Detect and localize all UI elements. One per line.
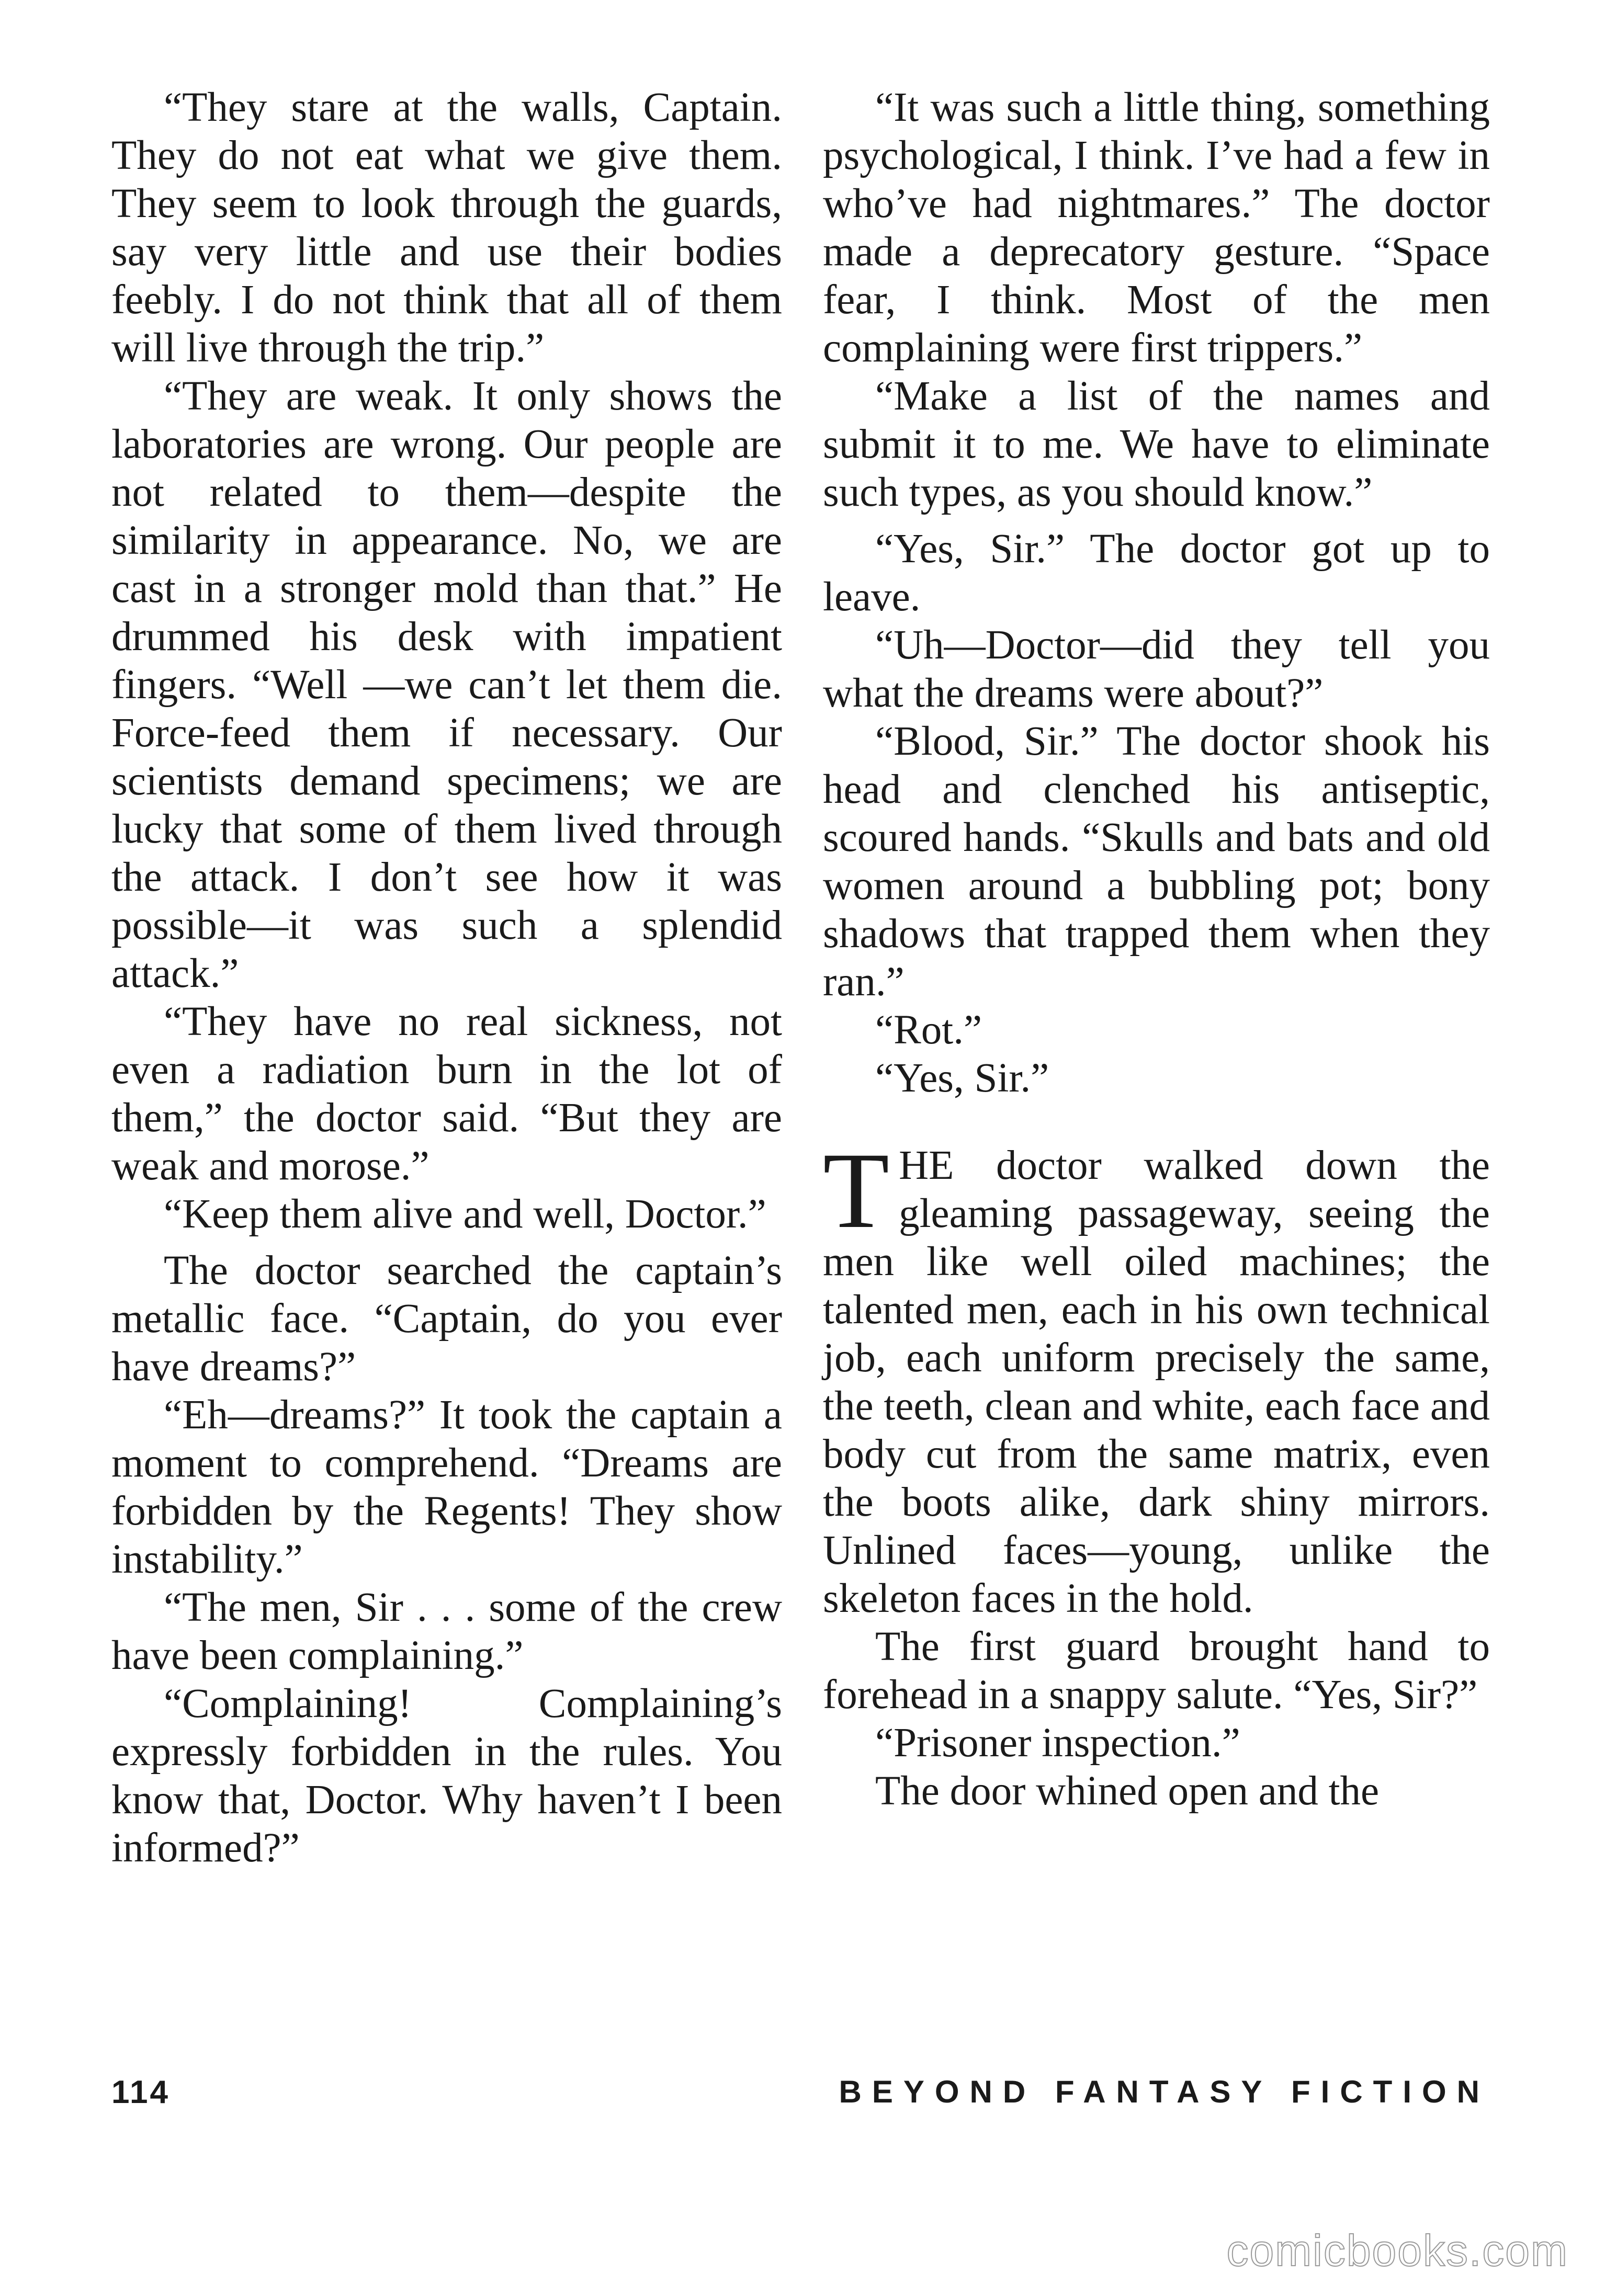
section-opening-paragraph <box>823 1130 1490 1623</box>
section-opening-text: doctor walked down the gleaming passageway, seeing the men like well oiled machines; the talented men, each in his own technical job, each uniform precisely the same, the teeth, clean and white, each face and body cut from the same matrix, even the boots alike, dark shiny mirrors. Unlined faces—young, unlike the skeleton faces in the hold. <box>823 1143 1490 1621</box>
paragraph-right-6: “Rot.” <box>875 1007 982 1053</box>
page-number: 114 <box>111 2074 171 2110</box>
page-footer <box>111 2074 1490 2116</box>
left-column <box>111 84 782 1872</box>
paragraph-right-5: “Blood, Sir.” The doctor shook his head and clenched his antiseptic, scoured hands. “Skulls and bats and old women around a bubbling pot; bony shadows that trapped them when they ran.” <box>823 719 1490 1005</box>
paragraph-left-1: “They stare at the walls, Captain. They do not eat what we give them. They seem to look through the guards, say very little and use their bodies feebly. I do not think that all of them will live through the trip.” <box>111 85 782 371</box>
paragraph-left-4: “Keep them alive and well, Doctor.” <box>164 1191 766 1237</box>
paragraph-right-4: “Uh—Doctor—did they tell you what the dreams were about?” <box>823 622 1490 716</box>
paragraph-right-3: “Yes, Sir.” The doctor got up to leave. <box>823 526 1490 620</box>
paragraph-left-3: “They have no real sickness, not even a radiation burn in the lot of them,” the doctor said. “But they are weak and morose.” <box>111 999 782 1189</box>
paragraph-right-9: The first guard brought hand to forehead in a snappy salute. “Yes, Sir?” <box>823 1624 1490 1718</box>
paragraph-left-6: “Eh—dreams?” It took the captain a moment to comprehend. “Dreams are forbidden by the Regents! They show instability.” <box>111 1392 782 1582</box>
watermark: comicbooks.com <box>1226 2226 1568 2275</box>
paragraph-left-8: “Complaining! Complaining’s expressly forbidden in the rules. You know that, Doctor. Why haven’t I been informed?” <box>111 1681 782 1871</box>
paragraph-right-7: “Yes, Sir.” <box>875 1055 1049 1101</box>
drop-cap-continuation: HE <box>899 1143 954 1188</box>
drop-cap: T <box>823 1130 890 1251</box>
paragraph-left-5: The doctor searched the captain’s metallic face. “Captain, do you ever have dreams?” <box>111 1248 782 1390</box>
paragraph-right-2: “Make a list of the names and submit it to me. We have to eliminate such types, as you should know.” <box>823 373 1490 515</box>
paragraph-left-7: “The men, Sir . . . some of the crew have been complaining.” <box>111 1585 782 1678</box>
paragraph-right-11: The door whined open and the <box>875 1768 1380 1814</box>
right-column <box>823 84 1490 1815</box>
paragraph-left-2: “They are weak. It only shows the laboratories are wrong. Our people are not related to them—despite the similarity in appearance. No, we are cast in a stronger mold than that.” He drummed his desk with impatient fingers. “Well —we can’t let them die. Force-feed them if necessary. Our scientists demand specimens; we are lucky that some of them lived through the attack. I don’t see how it was possible—it was such a splendid attack.” <box>111 373 782 996</box>
magazine-title: BEYOND FANTASY FICTION <box>839 2074 1490 2109</box>
paragraph-right-1: “It was such a little thing, something psychological, I think. I’ve had a few in who’ve had nightmares.” The doctor made a deprecatory gesture. “Space fear, I think. Most of the men complaining were first trippers.” <box>823 85 1490 371</box>
paragraph-right-10: “Prisoner inspection.” <box>875 1720 1240 1766</box>
